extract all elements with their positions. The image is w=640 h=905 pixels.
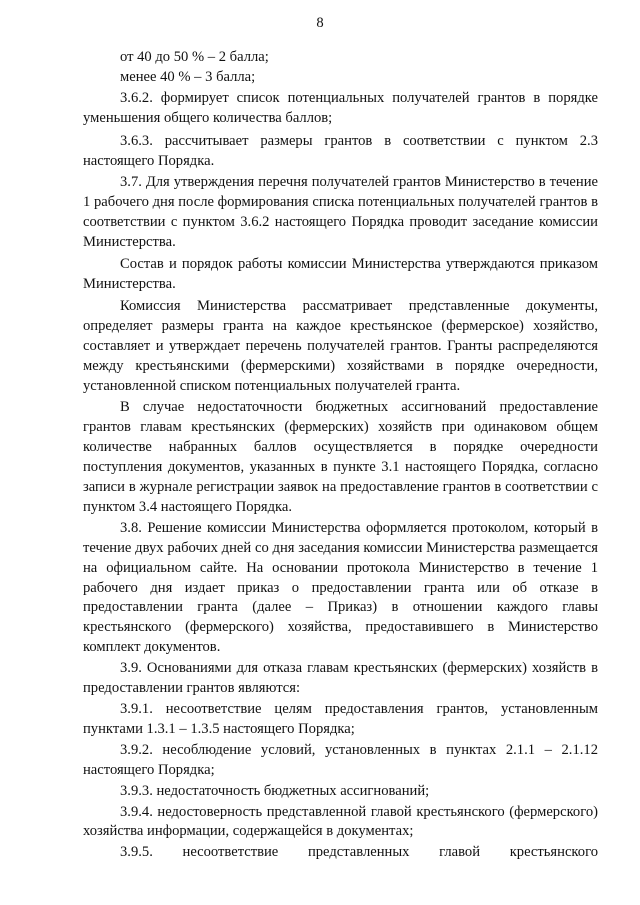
document-body (83, 48, 598, 863)
paragraph: 3.9.5. несоответствие представленных главой крестьянского (120, 844, 598, 861)
paragraph: 3.8. Решение комиссии Министерства оформляется протоколом, который в течение двух рабочих дней со дня заседания комиссии Министерства размещается на официальном сайте. На основании протокола Министерство в течение 1 рабочего дня издает приказ о предоставлении гранта или об отказе в предоставлении гранта (далее – Приказ) в отношении каждого главы крестьянского (фермерского) хозяйства, предоставившего в Министерство комплект документов. (83, 519, 598, 656)
paragraph: Комиссия Министерства рассматривает представленные документы, определяет размеры гранта на каждое крестьянское (фермерское) хозяйство, составляет и утверждает перечень получателей грантов. Гранты распределяются между крестьянскими (фермерскими) хозяйствами в порядке очередности, установленной списком потенциальных получателей гранта. (83, 297, 598, 394)
paragraph: В случае недостаточности бюджетных ассигнований предоставление грантов главам крестьянских (фермерских) хозяйств при одинаковом общем количестве набранных баллов осуществляется в порядке очередности поступления документов, указанных в пункте 3.1 настоящего Порядка, согласно записи в журнале регистрации заявок на предоставление грантов в соответствии с пунктом 3.4 настоящего Порядка. (83, 399, 598, 515)
paragraph: 3.6.3. рассчитывает размеры грантов в соответствии с пунктом 2.3 настоящего Порядка. (83, 132, 598, 169)
page-number: 8 (316, 15, 324, 31)
paragraph: 3.6.2. формирует список потенциальных получателей грантов в порядке уменьшения общего количества баллов; (83, 89, 598, 126)
paragraph: 3.9. Основаниями для отказа главам крестьянских (фермерских) хозяйств в предоставлении грантов являются: (83, 660, 598, 697)
paragraph: 3.9.1. несоответствие целям предоставления грантов, установленным пунктами 1.3.1 – 1.3.5 настоящего Порядка; (83, 701, 598, 737)
paragraph: 3.9.4. недостоверность представленной главой крестьянского (фермерского) хозяйства информации, содержащейся в документах; (83, 803, 598, 840)
paragraph: 3.9.3. недостаточность бюджетных ассигнований; (120, 782, 430, 799)
paragraph: 3.7. Для утверждения перечня получателей грантов Министерство в течение 1 рабочего дня после формирования списка потенциальных получателей грантов в соответствии с пунктом 3.6.2 настоящего Порядка проводит заседание комиссии Министерства. (83, 174, 598, 251)
paragraph: Состав и порядок работы комиссии Министерства утверждаются приказом Министерства. (83, 256, 598, 292)
paragraph: 3.9.2. несоблюдение условий, установленных в пунктах 2.1.1 – 2.1.12 настоящего Порядка; (83, 741, 598, 778)
paragraph: от 40 до 50 % – 2 балла; (120, 49, 269, 65)
paragraph: менее 40 % – 3 балла; (120, 68, 256, 85)
